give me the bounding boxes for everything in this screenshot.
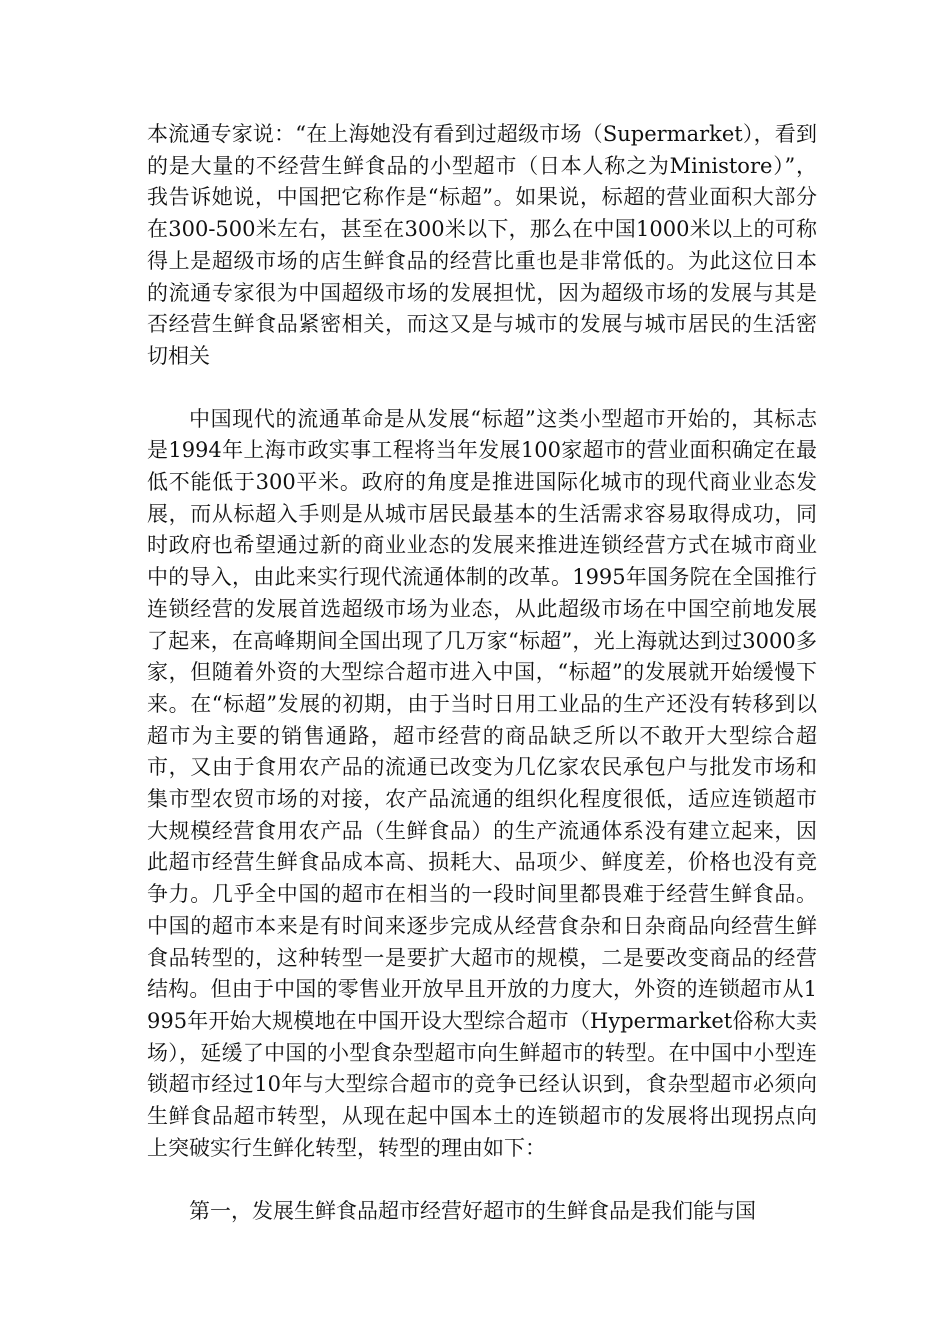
paragraph-3: 第一，发展生鲜食品超市经营好超市的生鲜食品是我们能与国 — [189, 1198, 756, 1223]
document-body — [147, 119, 817, 1227]
paragraph-2: 中国现代的流通革命是从发展“标超”这类小型超市开始的，其标志是1994年上海市政实事工程将当年发展100家超市的营业面积确定在最低不能低于300平米。政府的角度是推进国际化城市的现代商业业态发展，而从标超入手则是从城市居民最基本的生活需求容易取得成功，同时政府也希望通过新的商业业态的发展来推进连锁经营方式在城市商业中的导入，由此来实行现代流通体制的改革。1995年国务院在全国推行连锁经营的发展首选超级市场为业态，从此超级市场在中国空前地发展了起来，在高峰期间全国出现了几万家“标超”，光上海就达到过3000多家，但随着外资的大型综合超市进入中国，“标超”的发展就开始缓慢下来。在“标超”发展的初期，由于当时日用工业品的生产还没有转移到以超市为主要的销售通路，超市经营的商品缺乏所以不敢开大型综合超市，又由于食用农产品的流通已改变为几亿家农民承包户与批发市场和集市型农贸市场的对接，农产品流通的组织化程度很低，适应连锁超市大规模经营食用农产品（生鲜食品）的生产流通体系没有建立起来，因此超市经营生鲜食品成本高、损耗大、品项少、鲜度差，价格也没有竞争力。几乎全中国的超市在相当的一段时间里都畏难于经营生鲜食品。中国的超市本来是有时间来逐步完成从经营食杂和日杂商品向经营生鲜食品转型的，这种转型一是要扩大超市的规模，二是要改变商品的经营结构。但由于中国的零售业开放早且开放的力度大，外资的连锁超市从1995年开始大规模地在中国开设大型综合超市（Hypermarket俗称大卖场），延缓了中国的小型食杂型超市向生鲜超市的转型。在中国中小型连锁超市经过10年与大型综合超市的竞争已经认识到，食杂型超市必须向生鲜食品超市转型，从现在起中国本土的连锁超市的发展将出现拐点向上突破实行生鲜化转型，转型的理由如下： — [147, 406, 817, 1160]
paragraph-1: 本流通专家说：“在上海她没有看到过超级市场（Supermarket），看到的是大量的不经营生鲜食品的小型超市（日本人称之为Ministore）”，我告诉她说，中国把它称作是“标超”。如果说，标超的营业面积大部分在300-500米左右，甚至在300米以下，那么在中国1000米以上的可称得上是超级市场的店生鲜食品的经营比重也是非常低的。为此这位日本的流通专家很为中国超级市场的发展担忧，因为超级市场的发展与其是否经营生鲜食品紧密相关，而这又是与城市的发展与城市居民的生活密切相关 — [147, 122, 817, 368]
